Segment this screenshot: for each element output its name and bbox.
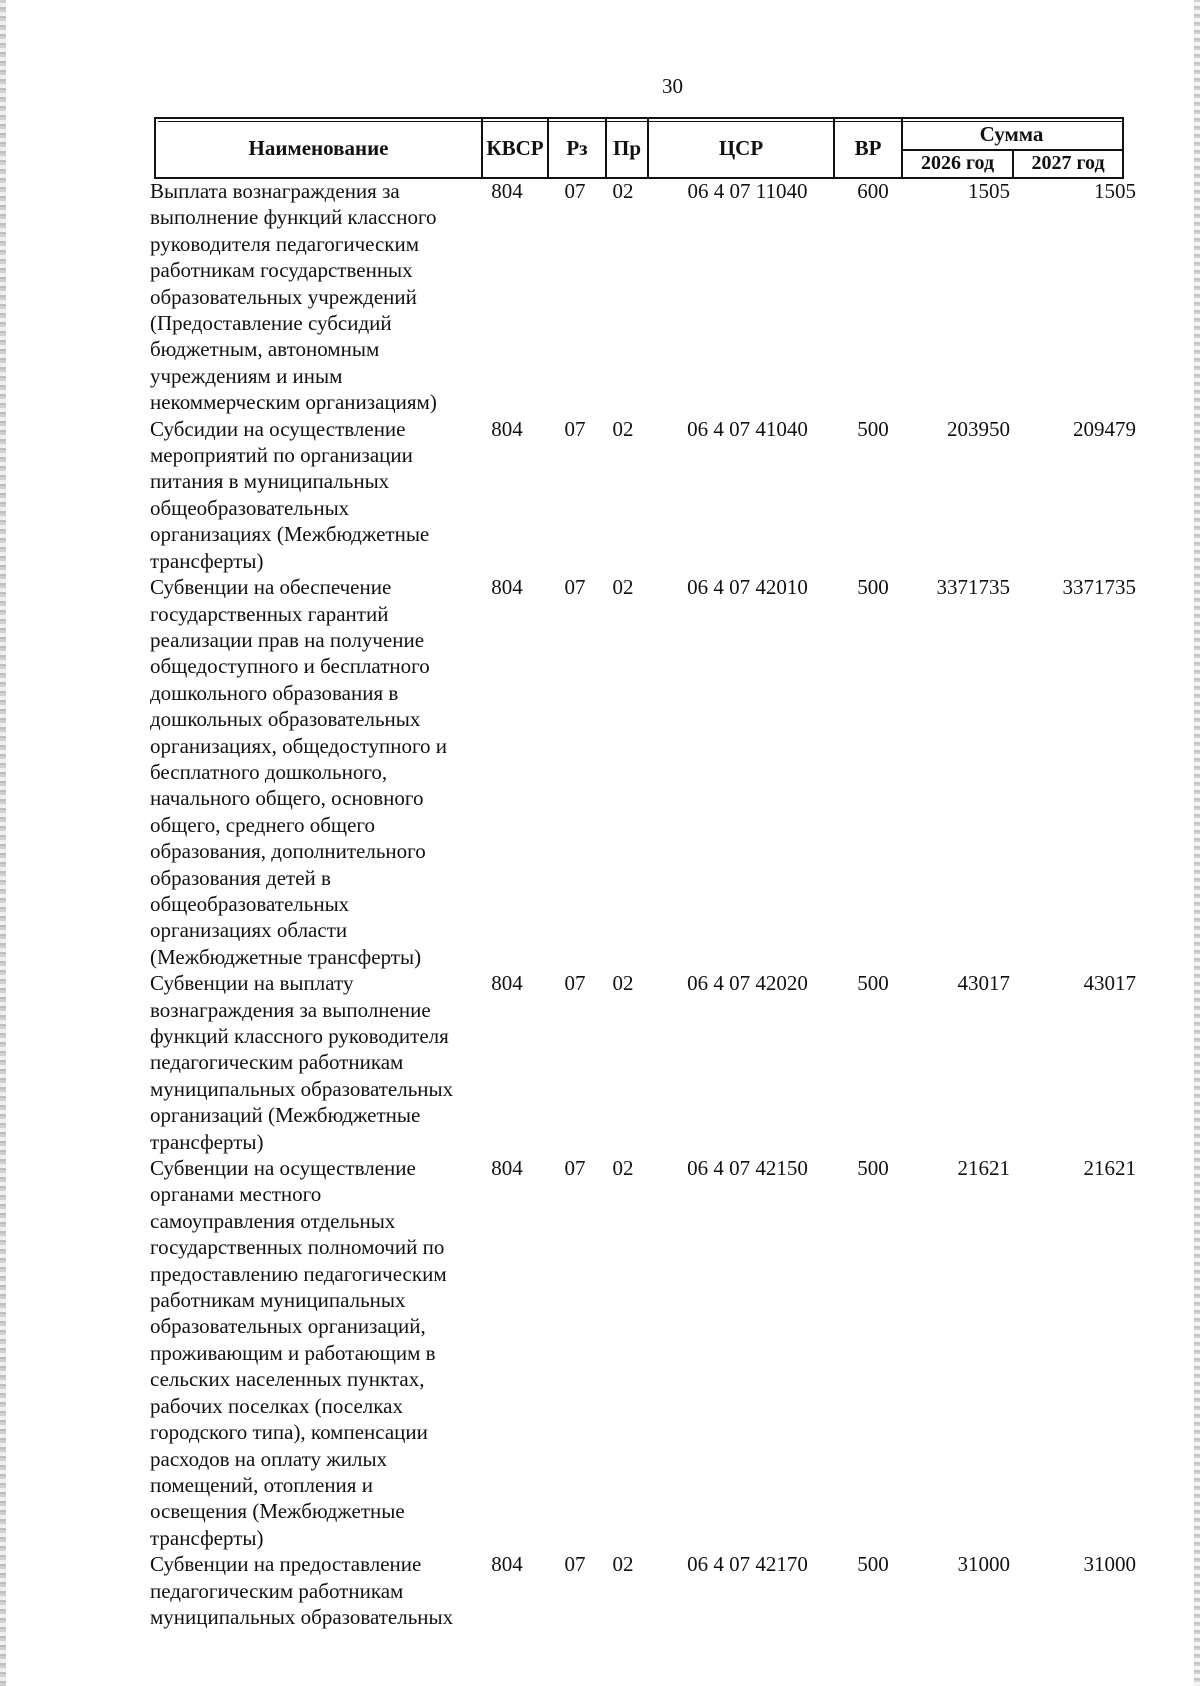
row-kvsr: 804: [491, 575, 523, 600]
header-sum: Сумма: [979, 121, 1044, 146]
table-row: [150, 1551, 1136, 1630]
row-pr: 02: [612, 416, 634, 441]
row-vr: 500: [857, 575, 889, 600]
row-sum-2027: 1505: [1094, 179, 1136, 203]
row-rz: 07: [564, 416, 586, 441]
row-pr: 02: [612, 1552, 634, 1577]
scan-edge-right: [1194, 0, 1200, 1686]
row-rz: 07: [564, 1552, 586, 1577]
row-rz: 07: [564, 575, 586, 600]
table-body: [150, 178, 1136, 1630]
row-sum-2027: 31000: [1083, 1552, 1136, 1577]
row-sum-2027: 3371735: [1062, 575, 1136, 600]
header-csr: ЦСР: [718, 135, 764, 160]
row-rz: 07: [564, 971, 586, 996]
row-pr: 02: [612, 971, 634, 996]
table-row: [150, 178, 1136, 416]
table-header: [154, 117, 1124, 179]
scan-edge-left: [0, 0, 6, 1686]
row-name: Выплата вознаграждения за выполнение функций классного руководителя педагогическим работникам государственных образовательных учреждений (Предоставление субсидий бюджетным, автономным учреждениям и иным некоммерческим организациям): [150, 179, 437, 415]
row-vr: 500: [857, 1552, 889, 1577]
row-vr: 500: [857, 971, 889, 996]
header-year-2027: 2027 год: [1031, 151, 1105, 174]
row-csr: 06 4 07 42010: [687, 575, 808, 600]
row-name: Субвенции на обеспечение государственных гарантий реализации прав на получение общедоступного и бесплатного дошкольного образования в дошкольных образовательных организациях, общедоступного и бесплатного дошкольного, начального общего, основного общего, среднего общего образования, дополнительного образования детей в общеобразовательных организациях области (Межбюджетные трансферты): [150, 575, 448, 969]
row-csr: 06 4 07 42170: [687, 1552, 808, 1577]
row-csr: 06 4 07 42020: [687, 971, 808, 996]
row-name: Субсидии на осуществление мероприятий по организации питания в муниципальных общеобразовательных организациях (Межбюджетные трансферты): [150, 416, 430, 573]
row-rz: 07: [564, 1156, 586, 1181]
table-row: [150, 416, 1136, 574]
row-sum-2027: 43017: [1083, 971, 1136, 996]
table-row: [150, 574, 1136, 970]
row-sum-2027: 21621: [1083, 1156, 1136, 1181]
table-row: [150, 1155, 1136, 1551]
row-sum-2026: 203950: [947, 416, 1010, 441]
row-kvsr: 804: [491, 971, 523, 996]
row-pr: 02: [612, 575, 634, 600]
row-kvsr: 804: [491, 179, 523, 203]
row-csr: 06 4 07 41040: [687, 416, 808, 441]
header-name: Наименование: [248, 135, 389, 160]
row-sum-2026: 1505: [968, 179, 1010, 203]
table-row: [150, 970, 1136, 1155]
header-vr: ВР: [854, 135, 882, 160]
row-name: Субвенции на выплату вознаграждения за выполнение функций классного руководителя педагогическим работникам муниципальных образовательных организаций (Межбюджетные трансферты): [150, 971, 454, 1154]
row-sum-2026: 43017: [957, 971, 1010, 996]
row-vr: 500: [857, 1156, 889, 1181]
header-pr: Пр: [612, 135, 641, 160]
row-kvsr: 804: [491, 1156, 523, 1181]
row-name: Субвенции на осуществление органами местного самоуправления отдельных государственных полномочий по предоставлению педагогическим работникам муниципальных образовательных организаций, проживающим и работающим в сельских населенных пунктах, рабочих поселках (поселках городского типа), компенсации расходов на оплату жилых помещений, отопления и освещения (Межбюджетные трансферты): [150, 1156, 447, 1550]
row-sum-2026: 3371735: [936, 575, 1010, 600]
row-pr: 02: [612, 179, 634, 203]
row-sum-2026: 31000: [957, 1552, 1010, 1577]
row-sum-2027: 209479: [1073, 416, 1136, 441]
row-rz: 07: [564, 179, 586, 203]
row-pr: 02: [612, 1156, 634, 1181]
row-name: Субвенции на предоставление педагогическим работникам муниципальных образовательных: [150, 1552, 454, 1629]
row-sum-2026: 21621: [957, 1156, 1010, 1181]
row-kvsr: 804: [491, 1552, 523, 1577]
row-csr: 06 4 07 11040: [687, 179, 808, 203]
page-number: 30: [662, 74, 683, 98]
row-kvsr: 804: [491, 416, 523, 441]
row-vr: 600: [857, 179, 889, 203]
row-vr: 500: [857, 416, 889, 441]
header-rz: Рз: [566, 135, 588, 160]
header-kvsr: КВСР: [486, 135, 544, 160]
row-csr: 06 4 07 42150: [687, 1156, 808, 1181]
header-year-2026: 2026 год: [920, 151, 995, 174]
